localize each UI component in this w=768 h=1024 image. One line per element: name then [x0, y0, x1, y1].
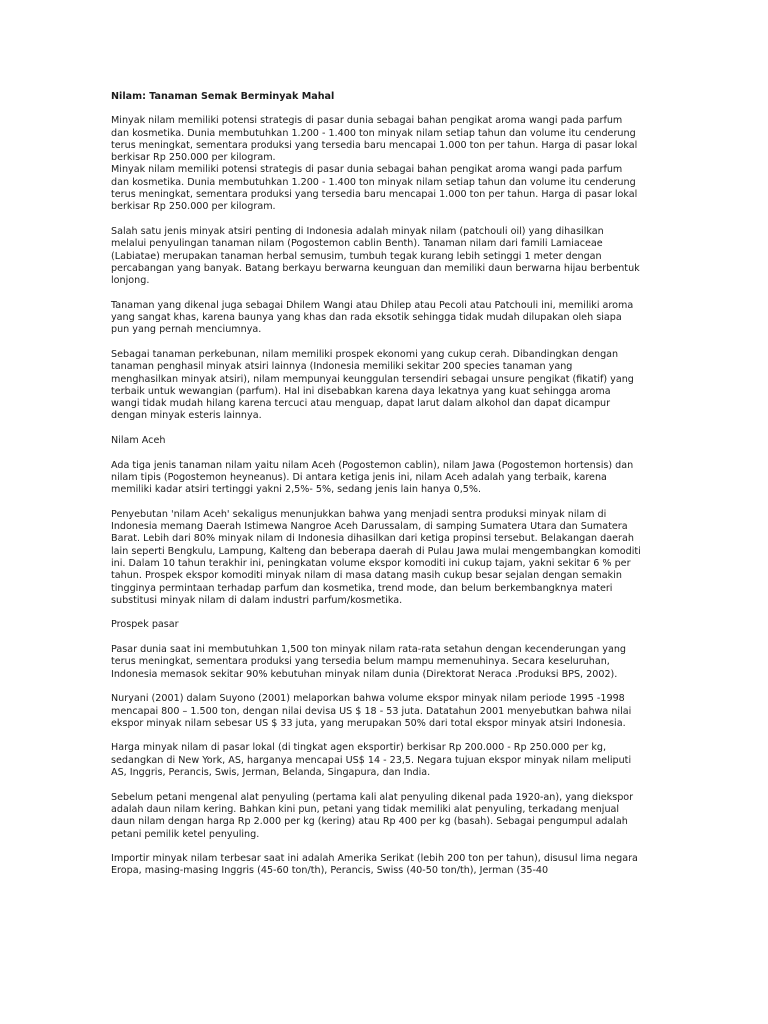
paragraph-export-volume: Nuryani (2001) dalam Suyono (2001) melaporkan bahwa volume ekspor minyak nilam periode 1995 -1998 mencapai 800 – 1.500 ton, dengan nilai devisa US $ 18 - 53 juta. Datatahun 2001 menyebutkan bahwa nilai ekspor minyak nilam sebesar US $ 33 juta, yang merupakan 50% dari total ekspor minyak atsiri Indonesia. [111, 693, 632, 729]
paragraph-three-types: Ada tiga jenis tanaman nilam yaitu nilam Aceh (Pogostemon cablin), nilam Jawa (Pogostemon hortensis) dan nilam tipis (Pogostemon heyneanus). Di antara ketiga jenis ini, nilam Aceh adalah yang terbaik, karena memiliki kadar atsiri tertinggi yakni 2,5%- 5%, sedang jenis lain hanya 0,5%. [111, 459, 634, 496]
intro-paragraph-2: Minyak nilam memiliki potensi strategis di pasar dunia sebagai bahan pengikat aroma wangi pada parfum dan kosmetika. Dunia membutuhkan 1.200 - 1.400 ton minyak nilam setiap tahun dan volume itu cenderung terus meningkat, sementara produksi yang tersedia baru mencapai 1.000 ton per tahun. Harga di pasar lokal berkisar Rp 250.000 per kilogram. [111, 164, 638, 213]
paragraph-dhilem-wangi: Tanaman yang dikenal juga sebagai Dhilem Wangi atau Dhilep atau Pecoli atau Patchouli ini, memiliki aroma yang sangat khas, karena baunya yang khas dan rada eksotik sehingga tidak mudah dilupakan oleh siapa pun yang pernah menciumnya. [111, 299, 634, 336]
document-page [111, 91, 641, 878]
paragraph-nilam-aceh-naming: Penyebutan 'nilam Aceh' sekaligus menunjukkan bahwa yang menjadi sentra produksi minyak nilam di Indonesia memang Daerah Istimewa Nangroe Aceh Darussalam, di samping Sumatera Utara dan Sumatera Barat. Lebih dari 80% minyak nilam di Indonesia dihasilkan dari ketiga propinsi tersebut. Belakangan daerah lain seperti Bengkulu, Lampung, Kalteng dan beberapa daerah di Pulau Jawa mulai mengembangkan komoditi ini. Dalam 10 tahun terakhir ini, peningkatan volume ekspor komoditi ini cukup tajam, yakni sekitar 6 % per tahun. Prospek ekspor komoditi minyak nilam di masa datang masih cukup besar sejalan dengan semakin tingginya permintaan terhadap parfum dan kosmetika, trend mode, dan belum berkembangknya materi substitusi minyak nilam di dalam industri parfum/kosmetika. [111, 508, 641, 606]
document-title: Nilam: Tanaman Semak Berminyak Mahal [111, 91, 335, 102]
paragraph-plantation-prospect: Sebagai tanaman perkebunan, nilam memiliki prospek ekonomi yang cukup cerah. Dibandingkan dengan tanaman penghasil minyak atsiri lainnya (Indonesia memiliki sekitar 200 species tanaman yang menghasilkan minyak atsiri), nilam mempunyai keunggulan tersendiri sebagai unsure pengikat (fikatif) yang terbaik untuk wewangian (parfum). Hal ini disebabkan karena daya lekatnya yang kuat sehingga aroma wangi tidak mudah hilang karena tercuci atau menguap, dapat larut dalam alkohol dan dapat dicampur dengan minyak esteris lainnya. [111, 348, 634, 422]
section-heading-prospek-pasar: Prospek pasar [111, 619, 179, 631]
paragraph-importers: Importir minyak nilam terbesar saat ini adalah Amerika Serikat (lebih 200 ton per tahun), disusul lima negara Eropa, masing-masing Inggris (45-60 ton/th), Perancis, Swiss (40-50 ton/th), Jerman (35-40 [111, 853, 638, 877]
paragraph-patchouli-oil: Salah satu jenis minyak atsiri penting di Indonesia adalah minyak nilam (patchouli oil) yang dihasilkan melalui penyulingan tanaman nilam (Pogostemon cablin Benth). Tanaman nilam dari famili Lamiaceae (Labiatae) merupakan tanaman herbal semusim, tumbuh tegak kurang lebih setinggi 1 meter dengan percabangan yang banyak. Batang berkayu berwarna keunguan dan memiliki daun berwarna hijau berbentuk lonjong. [111, 225, 640, 287]
paragraph-distiller-history: Sebelum petani mengenal alat penyuling (pertama kali alat penyuling dikenal pada 1920-an), yang diekspor adalah daun nilam kering. Bahkan kini pun, petani yang tidak memiliki alat penyuling, terkadang menjual daun nilam dengan harga Rp 2.000 per kg (kering) atau Rp 400 per kg (basah). Sebagai pengumpul adalah petani pemilik ketel penyuling. [111, 791, 634, 840]
paragraph-world-market: Pasar dunia saat ini membutuhkan 1,500 ton minyak nilam rata-rata setahun dengan kecenderungan yang terus meningkat, sementara produksi yang tersedia belum mampu memenuhinya. Secara keseluruhan, Indonesia memasok sekitar 90% kebutuhan minyak nilam dunia (Direktorat Neraca .Produksi BPS, 2002). [111, 644, 627, 680]
intro-paragraph-1: Minyak nilam memiliki potensi strategis di pasar dunia sebagai bahan pengikat aroma wangi pada parfum dan kosmetika. Dunia membutuhkan 1.200 - 1.400 ton minyak nilam setiap tahun dan volume itu cenderung terus meningkat, sementara produksi yang tersedia baru mencapai 1.000 ton per tahun. Harga di pasar lokal berkisar Rp 250.000 per kilogram. [111, 115, 638, 164]
section-heading-nilam-aceh: Nilam Aceh [111, 435, 166, 447]
paragraph-local-price: Harga minyak nilam di pasar lokal (di tingkat agen eksportir) berkisar Rp 200.000 - Rp 250.000 per kg, sedangkan di New York, AS, harganya mencapai US$ 14 - 23,5. Negara tujuan ekspor minyak nilam meliputi AS, Inggris, Perancis, Swis, Jerman, Belanda, Singapura, dan India. [111, 742, 632, 779]
